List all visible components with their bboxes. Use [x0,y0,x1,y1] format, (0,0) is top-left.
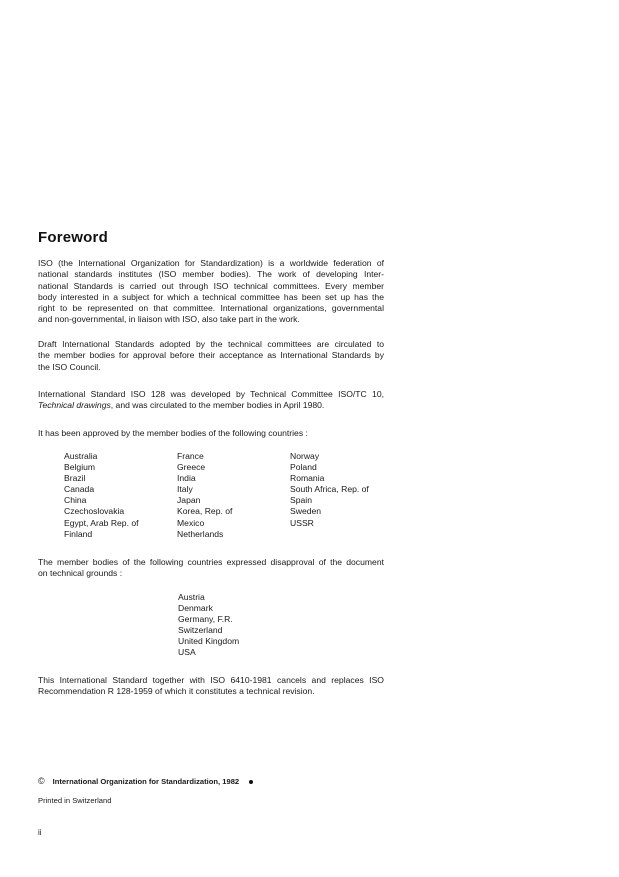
country-item: Finland [64,528,93,539]
bullet-icon [249,780,253,784]
disapproved-countries-list [178,592,239,659]
country-item: India [177,473,196,484]
country-item: USA [178,647,196,658]
disapproval-paragraph [38,557,384,580]
country-item: Norway [290,451,320,461]
country-item: Canada [64,484,95,495]
country-item: Romania [290,473,325,484]
text-line: This International Standard together with ISO 6410-1981 cancels and replaces ISO [38,675,384,685]
country-item: China [64,495,87,506]
text-line: It has been approved by the member bodies of the following countries : [38,428,308,438]
text-line: ISO (the International Organization for Standardization) is a worldwide federation of [38,258,384,268]
country-item: Germany, F.R. [178,614,233,625]
text-line: Recommendation R 128-1959 of which it constitutes a technical revision. [38,686,315,697]
text-line: body interested in a subject for which a technical committee has been set up has the [38,291,384,302]
text-line: national standards institutes (ISO member bodies). The work of developing Inter- [38,269,384,280]
country-column [290,451,369,529]
text-line: the member bodies for approval before their acceptance as International Standards by [38,350,384,361]
text-line: Draft International Standards adopted by the technical committees are circulated to [38,339,384,349]
country-item: Italy [177,484,193,495]
revision-paragraph [38,675,384,698]
text-line: on technical grounds : [38,568,123,579]
page-number: ii [38,828,42,837]
country-item: Korea, Rep. of [177,506,233,517]
text-line: right to be represented on that committee. International organizations, governmental [38,303,384,314]
page-title: Foreword [38,229,108,246]
country-item: Sweden [290,506,322,517]
text-fragment: , and was circulated to the member bodies in April 1980. [110,400,325,411]
draft-paragraph [38,339,384,373]
country-item: Belgium [64,462,96,473]
country-item: Greece [177,462,206,473]
country-column [177,451,232,540]
country-item: Japan [177,495,201,506]
text-line: The member bodies of the following countries expressed disapproval of the document [38,557,384,567]
copyright-notice [38,776,253,786]
printed-location: Printed in Switzerland [38,796,112,805]
country-item: Spain [290,495,312,506]
country-item: Egypt, Arab Rep. of [64,517,139,528]
country-item: Poland [290,462,317,473]
approval-paragraph [38,428,384,439]
country-item: Switzerland [178,625,223,636]
country-item: USSR [290,517,314,528]
country-column [64,451,139,540]
country-item: France [177,451,204,461]
copyright-icon: © [38,776,45,786]
text-line [38,400,384,411]
intro-paragraph [38,258,384,326]
country-item: Austria [178,592,205,602]
text-line: International Standard ISO 128 was developed by Technical Committee ISO/TC 10, [38,389,384,399]
country-item: Brazil [64,473,86,484]
country-item: Czechoslovakia [64,506,125,517]
text-line: the ISO Council. [38,361,101,372]
country-item: Australia [64,451,98,461]
text-line: national Standards is carried out through ISO technical committees. Every member [38,280,384,291]
copyright-text: International Organization for Standardization, 1982 [52,777,240,786]
italic-title: Technical drawings [38,400,111,411]
country-item: United Kingdom [178,636,240,647]
country-item: Netherlands [177,528,224,539]
development-paragraph [38,389,384,412]
country-item: South Africa, Rep. of [290,484,369,495]
country-item: Denmark [178,603,213,614]
country-item: Mexico [177,517,205,528]
text-line: and non-governmental, in liaison with ISO, also take part in the work. [38,314,300,325]
